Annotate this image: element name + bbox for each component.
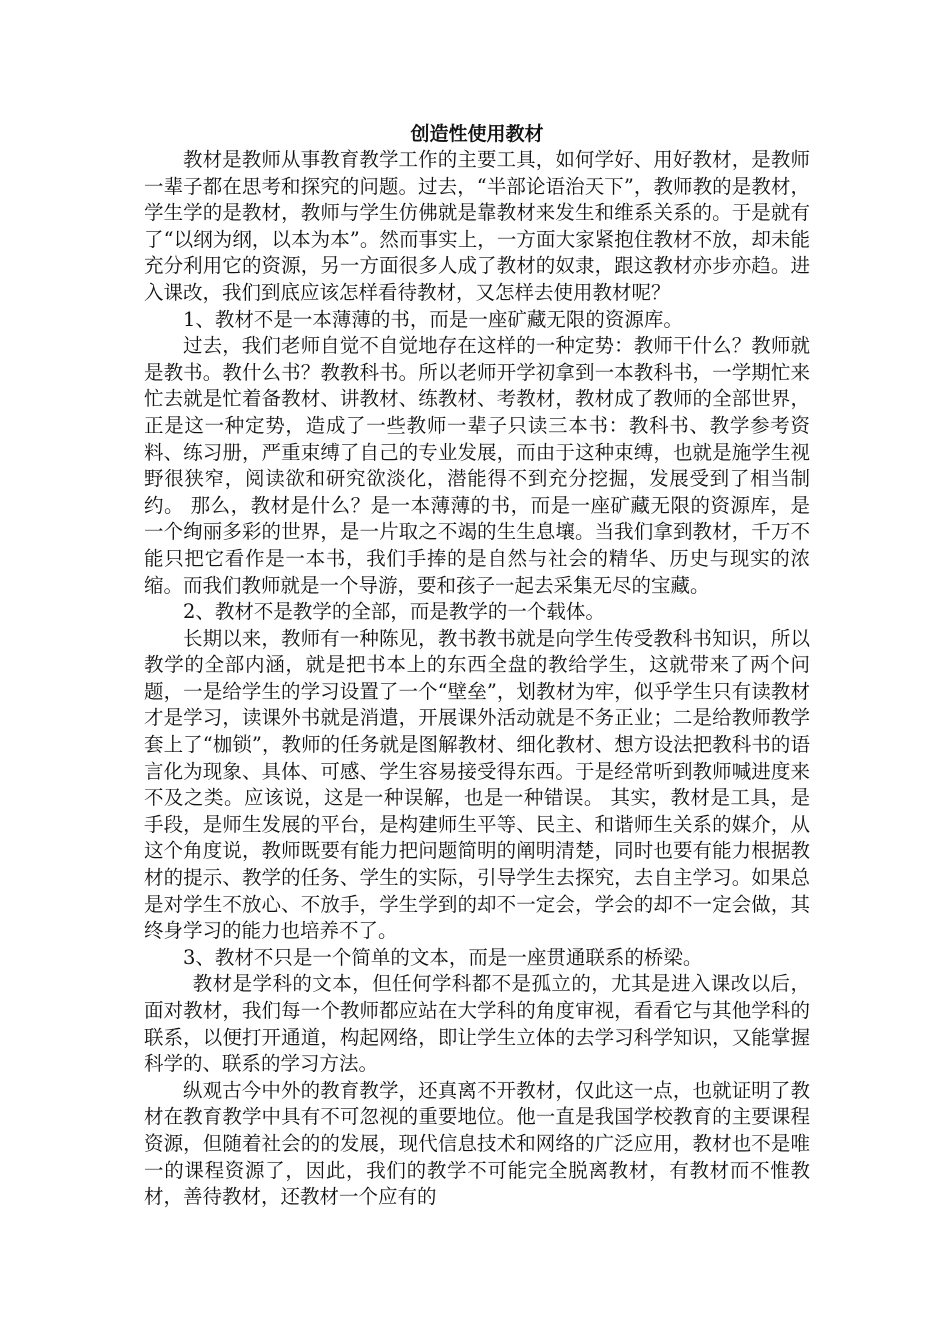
section-heading-2: 2、教材不是教学的全部，而是教学的一个载体。	[183, 600, 605, 624]
paragraph-section-1: 过去，我们老师自觉不自觉地存在这样的一种定势：教师干什么？教师就是教书。教什么书？教教科书。所以老师开学初拿到一本教科书，一学期忙来忙去就是忙着备教材、讲教材、练教材、考教材，教材成了教师的全部世界，正是这一种定势，造成了一些教师一辈子只读三本书：教科书、教学参考资料、练习册，严重束缚了自己的专业发展，而由于这种束缚，也就是施学生视野很狭窄，阅读欲和研究欲淡化，潜能得不到充分挖掘，发展受到了相当制约。 那么，教材是什么？是一本薄薄的书，而是一座矿藏无限的资源库，是一个绚丽多彩的世界，是一片取之不竭的生生息壤。当我们拿到教材，千万不能只把它看作是一本书，我们手捧的是自然与社会的精华、历史与现实的浓缩。而我们教师就是一个导游，要和孩子一起去采集无尽的宝藏。	[144, 334, 810, 597]
paragraph-section-2: 长期以来，教师有一种陈见，教书教书就是向学生传受教科书知识，所以教学的全部内涵，就是把书本上的东西全盘的教给学生，这就带来了两个问题，一是给学生的学习设置了一个“壁垒”，划教材为牢，似乎学生只有读教材才是学习，读课外书就是消遣，开展课外活动就是不务正业；二是给教师教学套上了“枷锁”，教师的任务就是图解教材、细化教材、想方设法把教科书的语言化为现象、具体、可感、学生容易接受得东西。于是经常听到教师喊进度来不及之类。应该说，这是一种误解，也是一种错误。 其实，教材是工具，是手段，是师生发展的平台，是构建师生平等、民主、和谐师生关系的媒介，从这个角度说，教师既要有能力把问题简明的阐明清楚，同时也要有能力根据教材的提示、教学的任务、学生的实际，引导学生去探究，去自主学习。如果总是对学生不放心、不放手，学生学到的却不一定会，学会的却不一定会做，其终身学习的能力也培养不了。	[144, 626, 810, 943]
document-title: 创造性使用教材	[410, 123, 544, 145]
paragraph-conclusion: 纵观古今中外的教育教学，还真离不开教材，仅此这一点，也就证明了教材在教育教学中具有不可忽视的重要地位。他一直是我国学校教育的主要课程资源，但随着社会的的发展，现代信息技术和网络的广泛应用，教材也不是唯一的课程资源了，因此，我们的教学不可能完全脱离教材，有教材而不惟教材，善待教材，还教材一个应有的	[144, 1078, 810, 1209]
section-heading-1: 1、教材不是一本薄薄的书，而是一座矿藏无限的资源库。	[183, 307, 683, 331]
paragraph-section-3: 教材是学科的文本，但任何学科都不是孤立的，尤其是进入课改以后，面对教材，我们每一个教师都应站在大学科的角度审视，看看它与其他学科的联系，以便打开通道，构起网络，即让学生立体的去学习科学知识，又能掌握科学的、联系的学习方法。	[144, 972, 810, 1076]
section-heading-3: 3、教材不只是一个简单的文本，而是一座贯通联系的桥梁。	[183, 945, 703, 969]
paragraph-intro: 教材是教师从事教育教学工作的主要工具，如何学好、用好教材，是教师一辈子都在思考和探究的问题。过去，“半部论语治天下”，教师教的是教材，学生学的是教材，教师与学生仿佛就是靠教材来发生和维系关系的。于是就有了“以纲为纲，以本为本”。然而事实上，一方面大家紧抱住教材不放，却未能充分利用它的资源，另一方面很多人成了教材的奴隶，跟这教材亦步亦趋。进入课改，我们到底应该怎样看待教材，又怎样去使用教材呢？	[144, 148, 810, 304]
